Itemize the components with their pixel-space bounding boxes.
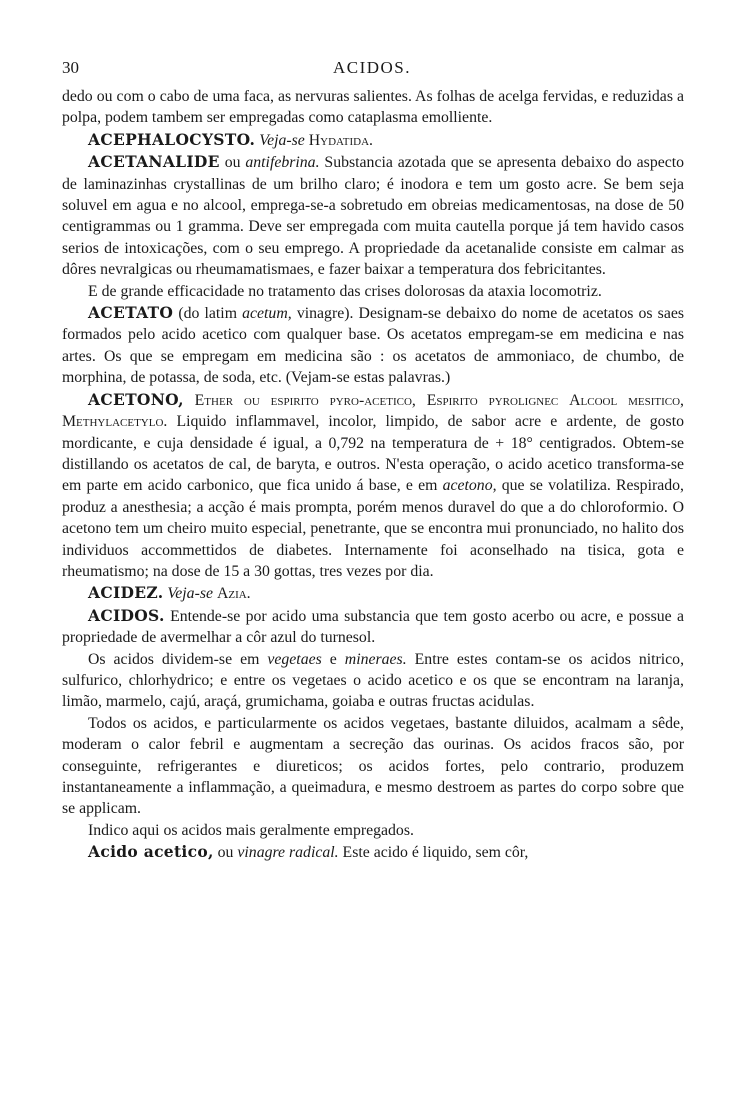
entry-etymology-prefix: (do latim xyxy=(178,305,237,323)
entry-acetato xyxy=(62,302,684,389)
see-reference-label: Veja-se xyxy=(167,585,213,603)
entry-acetono xyxy=(62,389,684,583)
entry-acido-acetico xyxy=(62,841,684,863)
entry-text: vinagre). Designam-se debaixo do nome de acetatos os saes formados pelo acido acetico com qualquer base. Os acetatos empregam-se em medicina e nas artes. Os que se empregam em medicina são : os acetatos de ammoniaco, de chumbo, de morphina, de potassa, de soda, etc. (Vejam-se estas palavras.) xyxy=(62,305,684,387)
paragraph-text-continued: Entre estes contam-se os acidos nitrico, sulfurico, chlorhydrico; e entre os vegetaes o acido acetico e os que se encontram na laranja, limão, marmelo, cajú, araçá, grumichama, goiaba e outras fructas acidulas. xyxy=(62,650,685,711)
entry-headword: ACIDEZ. xyxy=(88,583,164,603)
page-header xyxy=(62,58,682,82)
paragraph-indico: Indico aqui os acidos mais geralmente empregados. xyxy=(88,821,414,839)
paragraph-divisions xyxy=(62,649,684,713)
paragraph-text: Os acidos dividem-se em xyxy=(88,650,260,668)
italic-term-vegetaes: vegetaes xyxy=(267,650,322,668)
entry-connector: ou xyxy=(217,844,234,862)
entry-acidos xyxy=(62,605,684,649)
entry-text: Entende-se por acido uma substancia que tem gosto acerbo ou acre, e possue a propriedade de avermelhar a côr azul do turnesol. xyxy=(62,607,684,647)
entry-synonyms-1: Ether ou espirito pyro-acetico, Espirito pyrolignec xyxy=(194,391,559,409)
page-number: 30 xyxy=(62,58,79,77)
entry-text: Liquido inflammavel, incolor, limpido, de sabor acre e ardente, de gosto mordicante, e cuja densidade é igual, a 0,792 na temperatura de + 18° centigrados. Obtem-se distillando os acetatos de cal, de baryta, e outros. N'esta operação, o acido acetico transforma-se em parte em acido carbonico, que fica unido á base, e em xyxy=(62,413,684,495)
see-reference-label: Veja-se xyxy=(259,131,305,149)
see-reference-target: Azia. xyxy=(216,585,251,603)
entry-acidez xyxy=(62,582,684,604)
entry-headword: ACETONO, xyxy=(88,389,184,409)
entry-text: Substancia azotada que se apresenta debaixo do aspecto de laminazinhas crystallinas de um brilho claro; é inodora e tem um gosto acre. Se bem seja soluvel em agua e no alcool, emprega-se-a sobretudo em obreias medicamentosas, na dose de 50 centigrammas ou 1 gramma. Deve ser empregada com muita cautella porque já tem havido casos serios de intoxicações, com o seu emprego. A propriedade da acetanalide consiste em calmar as dôres nevralgicas ou rheumamatismaes, e fazer baixar a temperatura dos febricitantes. xyxy=(62,154,685,279)
entry-headword: ACEPHALOCYSTO. xyxy=(88,129,256,149)
entry-acetanalide xyxy=(62,151,684,280)
entry-italic-term: acetono, xyxy=(442,477,497,495)
entry-synonym: antifebrina. xyxy=(245,154,320,172)
see-reference-target: Hydatida. xyxy=(308,131,374,149)
running-head: ACIDOS. xyxy=(332,58,412,77)
paragraph-ataxia: E de grande efficacidade no tratamento das crises dolorosas da ataxia locomotriz. xyxy=(88,282,602,300)
entry-text: Este acido é liquido, sem côr, xyxy=(342,844,529,862)
entry-text-continued: que se volatiliza. Respirado, produz a anesthesia; a acção é mais prompta, porém menos duravel do que a do chloroformio. O acetono tem um cheiro muito especial, penetrante, que se encontra mui pronunciado, no halito dos individuos accommettidos de diabetes. Internamente foi aconselhado na tisica, gota e rheumatismo; na dose de 15 a 30 gottas, tres vezes por dia. xyxy=(62,477,684,580)
entry-headword: ACETANALIDE xyxy=(88,152,220,172)
entry-synonym: vinagre radical. xyxy=(237,844,339,862)
entry-connector: ou xyxy=(224,154,241,172)
entry-acephalocysto xyxy=(62,129,684,151)
paragraph-connector: e xyxy=(329,650,337,668)
entry-headword: ACIDOS. xyxy=(88,605,165,625)
paragraph-todos: Todos os acidos, e particularmente os acidos vegetaes, bastante diluidos, acalmam a sêde, moderam o calor febril e augmentam a secreção das ourinas. Os acidos fracos são, por conseguinte, refrigerantes e diureticos; os acidos fortes, pelo contrario, produzem instantaneamente a inflammação, a queimadura, e mesmo destroem as partes do corpo sobre que se applicam. xyxy=(62,714,684,818)
entry-headword: Acido acetico, xyxy=(88,842,214,862)
italic-term-mineraes: mineraes. xyxy=(344,650,407,668)
entry-synonyms-2: Alcool mesitico, Methylacetylo. xyxy=(62,391,684,431)
paragraph-continuation: dedo ou com o cabo de uma faca, as nervuras salientes. As folhas de acelga fervidas, e reduzidas a polpa, podem tambem ser empregadas como cataplasma emolliente. xyxy=(62,88,684,127)
entry-headword: ACETATO xyxy=(88,303,174,323)
page-body xyxy=(62,86,684,864)
entry-etymology-word: acetum, xyxy=(242,305,292,323)
